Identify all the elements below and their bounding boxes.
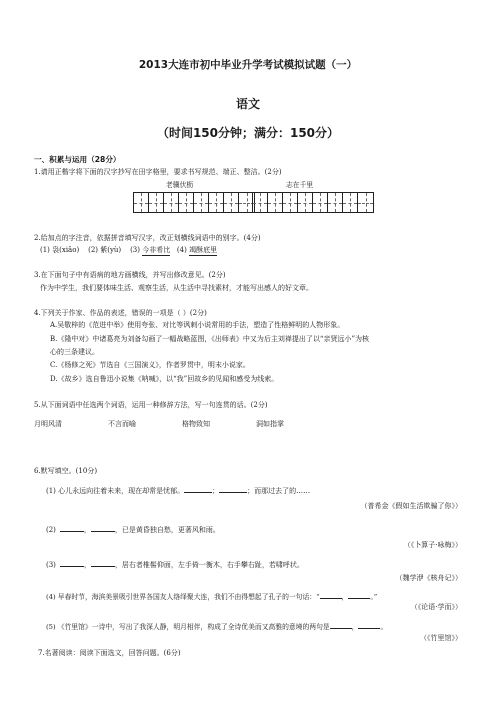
q6-line-5-text: (5) 《竹里馆》一诗中，写出了我深人静，明月相伴，构成了全诗优美而又高雅的意境的两句是 [46, 623, 330, 631]
q6-line-3-end: ，居右者椎髻仰面，左手倚一衡木，右手攀右趾，若啸呼状。 [114, 561, 304, 569]
q2-item-3-word: 今非希比 [142, 246, 171, 254]
grid-cell[interactable] [328, 193, 343, 212]
q6-line-4 [46, 590, 377, 602]
grid-cell[interactable] [253, 193, 268, 212]
q6-line-3-num: (3) [46, 561, 56, 569]
question-4: 4.下列关于作家、作品的表述，错误的一项是（ ）(2分) [34, 309, 207, 317]
question-2: 2.给加点的字注音，依据拼音填写汉字，改正划横线词语中的别字。(4分) [34, 234, 261, 242]
q4-option-c[interactable]: C.《杨修之死》节选自《三国演义》，作者罗贯中，明末小说家。 [50, 361, 250, 369]
answer-blank[interactable] [320, 590, 342, 599]
grid-cell[interactable] [268, 193, 283, 212]
q2-items [40, 246, 217, 256]
section-heading: 一、积累与运用（28分） [34, 155, 121, 164]
q6-source-3: （魏学洢《核舟记》） [395, 574, 462, 582]
q6-sep: ； [212, 487, 220, 495]
q6-sep: ， [341, 593, 349, 601]
q6-line-2-end: ，已是黄昏独自愁，更著风和雨。 [114, 526, 220, 534]
q6-line-4-end: 。” [370, 593, 378, 601]
q6-line-2-num: (2) [46, 526, 56, 534]
writing-grid-2[interactable] [252, 192, 374, 213]
q6-line-1-end: ；而那过去了的…… [247, 487, 311, 495]
q6-sep: ， [83, 526, 91, 534]
q5-word-2: 不言而喻 [108, 420, 136, 428]
subject-title: 语文 [235, 97, 260, 111]
writing-grid-1[interactable] [133, 192, 255, 213]
grid-cell[interactable] [194, 193, 209, 212]
question-7: 7.名著阅读：阅读下面选文，回答问题。(6分) [38, 649, 181, 657]
q6-sep: ， [83, 561, 91, 569]
q6-source-2: （《卜算子·咏梅》） [403, 541, 462, 549]
q3-sentence: 作为中学生，我们要体味生活、观察生活，从生活中寻找素材，才能写出感人的好文章。 [40, 284, 313, 292]
q2-item-1: (1) 袅(xiǎo) [40, 246, 80, 254]
q5-word-1: 月明风清 [34, 420, 62, 428]
answer-blank[interactable] [348, 590, 370, 599]
question-1: 1.请用正楷字将下面的汉字抄写在田字格里，要求书写规范、端正、整洁。(2分) [34, 168, 282, 176]
grid-cell[interactable] [343, 193, 358, 212]
q4-option-b-cont: 心的三条建议。 [50, 348, 99, 356]
grid-cell[interactable] [358, 193, 373, 212]
answer-blank[interactable] [219, 484, 247, 493]
q6-source-5: （《竹里馆》） [420, 634, 462, 642]
q2-item-4-prefix: (4) [176, 246, 187, 254]
answer-blank[interactable] [60, 523, 84, 532]
q6-line-5-end: 。 [380, 623, 388, 631]
grid-cell[interactable] [134, 193, 149, 212]
grid-cell[interactable] [313, 193, 328, 212]
q2-item-3-prefix: (3) [130, 246, 140, 254]
q2-item-4-word: 竭酥底里 [189, 246, 218, 254]
grid-cell[interactable] [179, 193, 194, 212]
answer-blank[interactable] [358, 620, 380, 629]
answer-blank[interactable] [91, 523, 115, 532]
question-5: 5.从下面词语中任选两个词语，运用一种修辞方法，写一句连贯的话。(2分) [34, 401, 268, 409]
answer-blank[interactable] [184, 484, 212, 493]
q4-option-a[interactable]: A.吴敬梓的《范进中举》使用夸张、对比等讽刺小说常用的手法，塑造了性格鲜明的人物形象。 [50, 321, 345, 329]
time-score-line: （时间150分钟；满分：150分） [156, 126, 340, 140]
answer-blank[interactable] [60, 558, 84, 567]
grid-cell[interactable] [298, 193, 313, 212]
q5-word-3: 格物致知 [182, 420, 210, 428]
exam-title: 2013大连市初中毕业升学考试模拟试题（一） [138, 59, 358, 71]
question-6: 6.默写填空。(10分) [34, 467, 98, 475]
q6-line-2 [46, 523, 220, 535]
q4-option-d[interactable]: D.《故乡》选自鲁迅小说集《呐喊》，以“我”回故乡的见闻和感受为线索。 [50, 375, 279, 383]
q6-line-5 [46, 620, 387, 632]
q6-source-4: （《论语·学而》） [410, 603, 462, 611]
q6-line-4-text: (4) 早春时节，海滨美景吸引世界各国友人络绎聚大连，我们不由得想起了孔子的一句话：“ [46, 593, 320, 601]
grid-cell[interactable] [164, 193, 179, 212]
grid-cell[interactable] [283, 193, 298, 212]
phrase-1: 老骥伏枥 [166, 181, 194, 189]
answer-blank[interactable] [91, 558, 115, 567]
q6-line-1 [46, 484, 310, 496]
q6-line-1-text: (1) 心儿永远向往着未来，现在却常是忧郁。 [46, 487, 185, 495]
grid-cell[interactable] [209, 193, 224, 212]
q2-item-2: (2) 紫(yù) [88, 246, 122, 254]
answer-blank[interactable] [330, 620, 352, 629]
grid-cell[interactable] [149, 193, 164, 212]
question-3: 3.在下面句子中有语病的地方画横线，并写出修改意见。(2分) [34, 271, 226, 279]
q5-word-4: 洞如指掌 [256, 420, 284, 428]
q6-source-1: （普希金《假如生活欺骗了你》） [360, 502, 462, 510]
q6-sep: ， [351, 623, 359, 631]
q6-line-3 [46, 558, 304, 570]
q4-option-b[interactable]: B.《隆中对》中诸葛亮为刘备勾画了一幅战略蓝图，《出师表》中又为后主刘禅提出了以“亲贤远小”为核 [50, 335, 370, 343]
phrase-2: 志在千里 [286, 181, 314, 189]
grid-cell[interactable] [224, 193, 239, 212]
